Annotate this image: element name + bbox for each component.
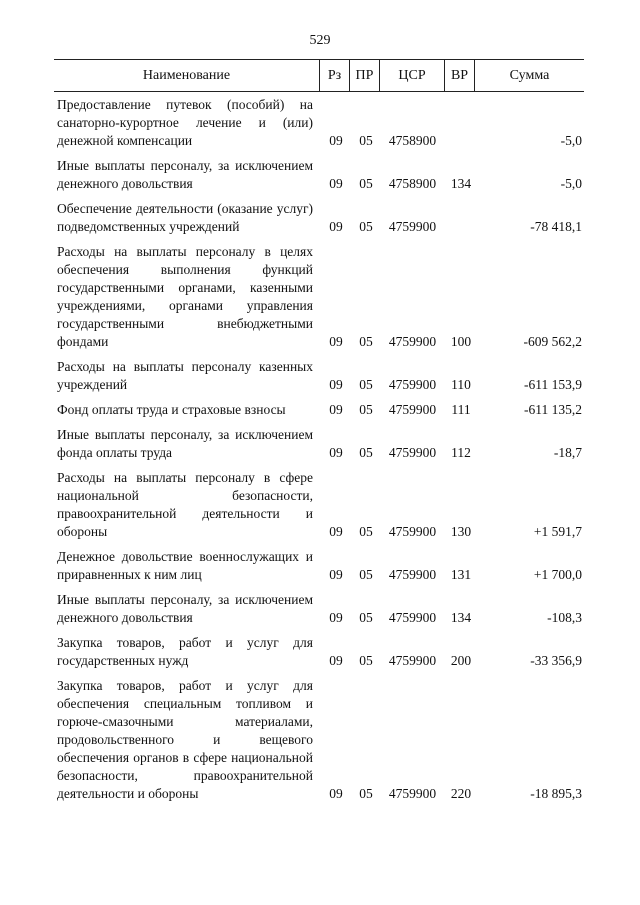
row-csr: 4759900 (388, 567, 437, 582)
row-csr: 4759900 (388, 377, 437, 392)
header-pr: ПР (349, 60, 379, 91)
row-csr: 4759900 (388, 786, 437, 801)
table-header (54, 59, 584, 92)
header-csr: ЦСР (379, 60, 444, 91)
header-vr: ВР (444, 60, 474, 91)
row-name: Денежное довольствие военнослужащих и приравненных к ним лиц (57, 549, 313, 582)
row-csr: 4758900 (388, 133, 437, 148)
row-csr: 4758900 (388, 176, 437, 191)
row-rz: 09 (329, 653, 343, 668)
row-sum: -18,7 (553, 445, 582, 460)
row-csr: 4759900 (388, 402, 437, 417)
row-rz: 09 (329, 445, 343, 460)
table-row (54, 358, 584, 394)
row-pr: 05 (359, 377, 373, 392)
table-row (54, 634, 584, 670)
row-pr: 05 (359, 445, 373, 460)
row-rz: 09 (329, 377, 343, 392)
row-sum: -18 895,3 (530, 786, 582, 801)
row-sum: -611 153,9 (524, 377, 582, 392)
table-row (54, 469, 584, 541)
row-name: Иные выплаты персоналу, за исключением денежного довольствия (57, 592, 313, 625)
row-sum: -5,0 (560, 133, 582, 148)
row-pr: 05 (359, 176, 373, 191)
row-pr: 05 (359, 610, 373, 625)
row-sum: -611 135,2 (524, 402, 582, 417)
row-rz: 09 (329, 219, 343, 234)
row-rz: 09 (329, 524, 343, 539)
table-row (54, 96, 584, 150)
row-rz: 09 (329, 133, 343, 148)
row-vr: 134 (450, 176, 472, 191)
row-vr: 110 (451, 377, 471, 392)
row-name: Закупка товаров, работ и услуг для государственных нужд (57, 635, 313, 668)
row-vr: 100 (450, 334, 472, 349)
row-pr: 05 (359, 567, 373, 582)
row-pr: 05 (359, 402, 373, 417)
row-sum: -78 418,1 (530, 219, 582, 234)
row-sum: -609 562,2 (523, 334, 582, 349)
row-pr: 05 (359, 133, 373, 148)
row-vr: 200 (450, 653, 472, 668)
row-rz: 09 (329, 786, 343, 801)
row-pr: 05 (359, 786, 373, 801)
header-name: Наименование (142, 67, 231, 83)
row-csr: 4759900 (388, 653, 437, 668)
row-vr: 131 (450, 567, 472, 582)
row-vr: 111 (451, 402, 471, 417)
row-name: Расходы на выплаты персоналу казенных учреждений (57, 359, 313, 392)
row-pr: 05 (359, 219, 373, 234)
row-name: Обеспечение деятельности (оказание услуг) подведомственных учреждений (57, 201, 313, 234)
row-pr: 05 (359, 524, 373, 539)
row-vr: 134 (450, 610, 472, 625)
row-rz: 09 (329, 567, 343, 582)
row-csr: 4759900 (388, 610, 437, 625)
row-sum: +1 700,0 (533, 567, 582, 582)
row-name: Иные выплаты персоналу, за исключением денежного довольствия (57, 158, 313, 191)
table-row (54, 426, 584, 462)
row-name: Закупка товаров, работ и услуг для обеспечения специальным топливом и горюче-смазочными материалами, продовольственного и вещевого обеспечения органов в сфере национальной безопасности, правоохранительной деятельности и обороны (57, 678, 313, 801)
row-csr: 4759900 (388, 334, 437, 349)
table-row (54, 243, 584, 351)
table-row (54, 401, 584, 419)
row-sum: -5,0 (560, 176, 582, 191)
table-row (54, 591, 584, 627)
row-name: Иные выплаты персоналу, за исключением фонда оплаты труда (57, 427, 313, 460)
header-rz: Рз (319, 60, 349, 91)
row-csr: 4759900 (388, 219, 437, 234)
row-pr: 05 (359, 334, 373, 349)
table-row (54, 200, 584, 236)
row-csr: 4759900 (388, 445, 437, 460)
row-name: Фонд оплаты труда и страховые взносы (57, 402, 286, 417)
row-rz: 09 (329, 402, 343, 417)
header-sum: Сумма (474, 60, 584, 91)
table-row (54, 548, 584, 584)
row-name: Расходы на выплаты персоналу в сфере национальной безопасности, правоохранительной деятельности и обороны (57, 470, 313, 539)
row-vr: 130 (450, 524, 472, 539)
row-rz: 09 (329, 610, 343, 625)
table-body (54, 96, 584, 810)
row-sum: -33 356,9 (530, 653, 582, 668)
row-rz: 09 (329, 334, 343, 349)
row-vr: 112 (451, 445, 471, 460)
row-name: Предоставление путевок (пособий) на санаторно-курортное лечение и (или) денежной компенсации (57, 97, 313, 148)
page-number: 529 (309, 33, 331, 48)
row-vr: 220 (450, 786, 472, 801)
table-row (54, 677, 584, 803)
row-name: Расходы на выплаты персоналу в целях обеспечения выполнения функций государственными органами, казенными учреждениями, органами управления государственными внебюджетными фондами (57, 244, 313, 349)
row-sum: +1 591,7 (533, 524, 582, 539)
table-row (54, 157, 584, 193)
row-rz: 09 (329, 176, 343, 191)
row-pr: 05 (359, 653, 373, 668)
row-csr: 4759900 (388, 524, 437, 539)
row-sum: -108,3 (547, 610, 582, 625)
